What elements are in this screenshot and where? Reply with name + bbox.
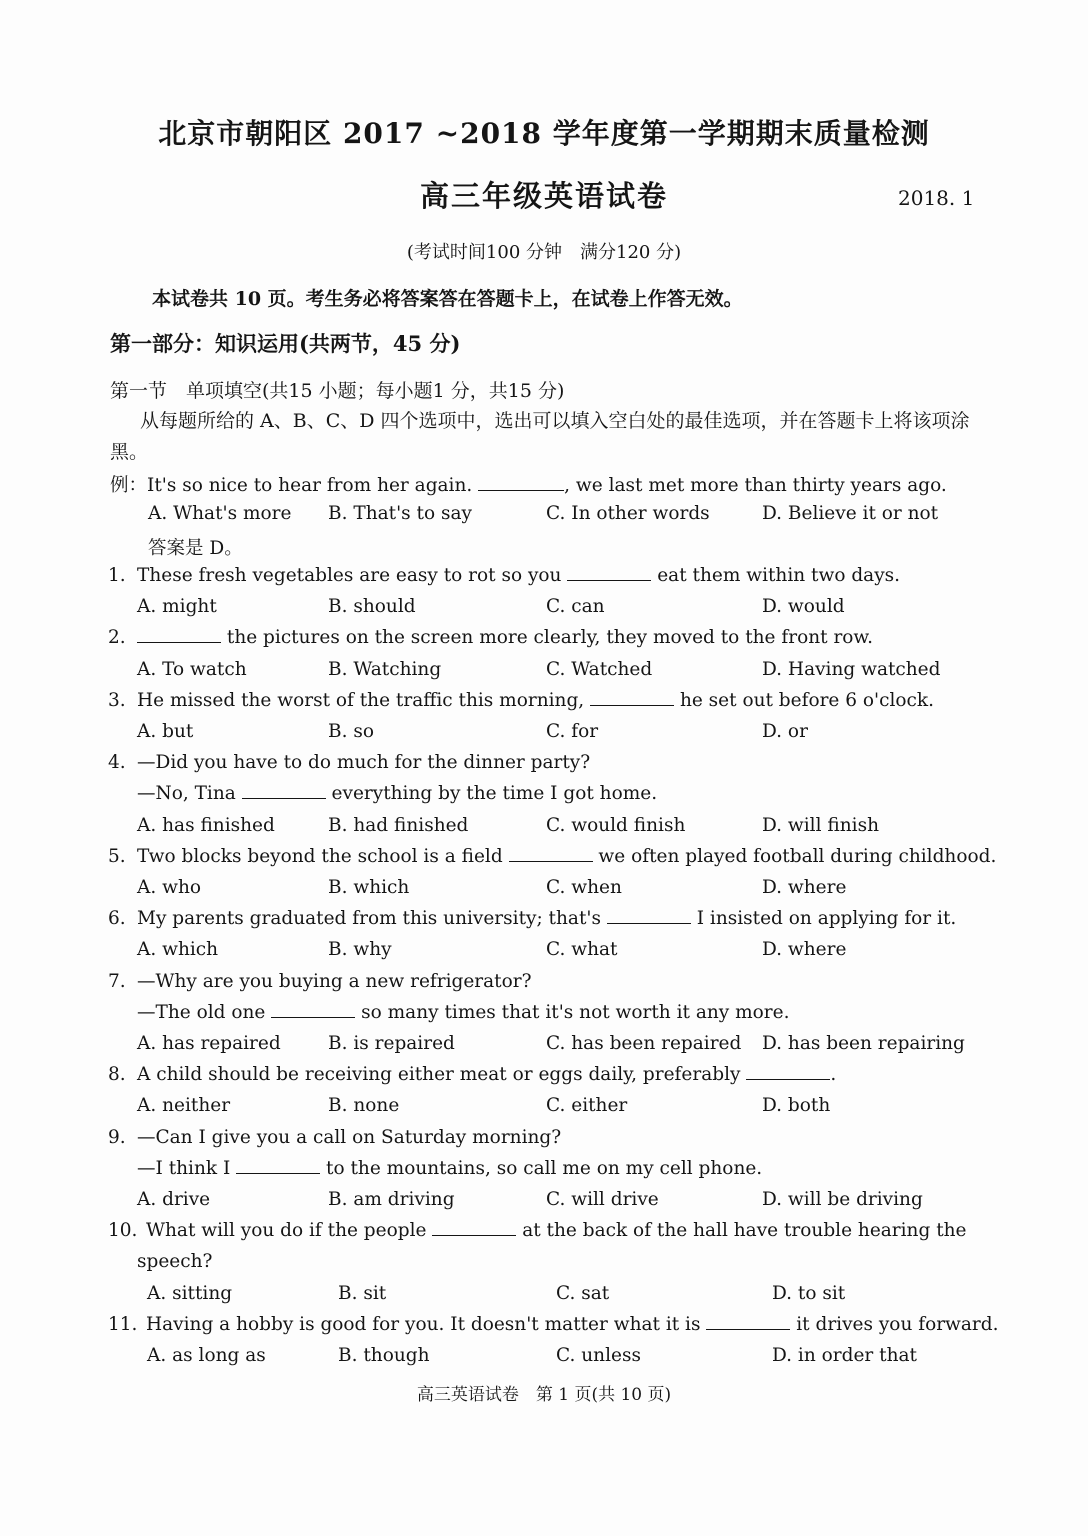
question-text-after: at the back of the hall have trouble hearing the <box>516 1220 967 1241</box>
question-5-option-d: D. where <box>762 877 847 898</box>
question-text-before: Two blocks beyond the school is a field <box>137 846 509 867</box>
question-text-before: —Did you have to do much for the dinner party? <box>137 752 591 773</box>
section-instructions: 从每题所给的 A、B、C、D 四个选项中，选出可以填入空白处的最佳选项，并在答题卡上将该项涂黑。 <box>110 410 970 463</box>
question-6-option-d: D. where <box>762 939 847 960</box>
question-3-option-d: D. or <box>762 721 808 742</box>
exam-notice: 本试卷共 10 页。考生务必将答案答在答题卡上，在试卷上作答无效。 <box>152 288 743 310</box>
question-number: 6. <box>108 908 126 929</box>
question-text-after: we often played football during childhood. <box>592 846 997 867</box>
question-text-before: —No, Tina <box>137 783 242 804</box>
question-3-line-1 <box>108 690 934 711</box>
answer-blank <box>271 1003 355 1018</box>
question-2-option-d: D. Having watched <box>762 659 941 680</box>
question-text-after: I insisted on applying for it. <box>690 908 957 929</box>
question-9-option-a: A. drive <box>137 1189 211 1210</box>
answer-blank <box>137 628 221 643</box>
answer-blank <box>590 691 674 706</box>
example-label: 例： <box>110 475 148 496</box>
question-text-after: to the mountains, so call me on my cell phone. <box>320 1158 763 1179</box>
question-11-option-b: B. though <box>338 1345 430 1366</box>
answer-blank <box>432 1221 516 1236</box>
answer-blank <box>509 847 593 862</box>
question-4-line-2 <box>108 783 657 804</box>
question-number: 1. <box>108 565 126 586</box>
question-number: 2. <box>108 627 126 648</box>
example-option-c: C. In other words <box>546 503 710 524</box>
question-number: 3. <box>108 690 126 711</box>
question-3-option-c: C. for <box>546 721 599 742</box>
question-6-option-c: C. what <box>546 939 618 960</box>
question-7-option-c: C. has been repaired <box>546 1033 742 1054</box>
question-9-line-2 <box>108 1158 762 1179</box>
question-text-before: —Can I give you a call on Saturday morning? <box>137 1127 562 1148</box>
question-2-option-c: C. Watched <box>546 659 653 680</box>
answer-blank <box>478 476 564 491</box>
question-text-after: he set out before 6 o'clock. <box>674 690 935 711</box>
example-option-b: B. That's to say <box>328 503 472 524</box>
question-3-option-a: A. but <box>137 721 194 742</box>
question-1-option-c: C. can <box>546 596 605 617</box>
part-heading: 第一部分：知识运用(共两节，45 分) <box>110 331 461 356</box>
answer-blank <box>242 784 326 799</box>
question-text-before: speech? <box>137 1251 213 1272</box>
question-5-option-c: C. when <box>546 877 622 898</box>
question-4-option-b: B. had finished <box>328 815 469 836</box>
question-text-before: —Why are you buying a new refrigerator? <box>137 971 532 992</box>
question-10-line-1 <box>108 1220 967 1241</box>
question-2-line-1 <box>108 627 873 648</box>
question-6-line-1 <box>108 908 956 929</box>
question-text-before: Having a hobby is good for you. It doesn't matter what it is <box>146 1314 707 1335</box>
question-10-option-d: D. to sit <box>772 1283 846 1304</box>
answer-blank <box>607 909 691 924</box>
answer-blank <box>236 1159 320 1174</box>
question-number: 11. <box>108 1314 138 1335</box>
question-11-option-d: D. in order that <box>772 1345 917 1366</box>
question-5-option-b: B. which <box>328 877 410 898</box>
question-2-option-b: B. Watching <box>328 659 442 680</box>
question-8-option-d: D. both <box>762 1095 831 1116</box>
question-8-option-a: A. neither <box>137 1095 231 1116</box>
question-10-option-c: C. sat <box>556 1283 610 1304</box>
question-number: 7. <box>108 971 126 992</box>
question-text-before: —The old one <box>137 1002 272 1023</box>
question-7-line-2 <box>108 1002 789 1023</box>
question-4-option-d: D. will finish <box>762 815 879 836</box>
exam-info: (考试时间100 分钟 满分120 分) <box>406 242 682 263</box>
question-9-option-b: B. am driving <box>328 1189 455 1210</box>
question-10-option-b: B. sit <box>338 1283 387 1304</box>
question-number: 5. <box>108 846 126 867</box>
answer-blank <box>746 1065 830 1080</box>
question-7-option-b: B. is repaired <box>328 1033 455 1054</box>
question-7-option-a: A. has repaired <box>137 1033 281 1054</box>
example-text-after: , we last met more than thirty years ago. <box>564 475 947 496</box>
question-10-line-2 <box>108 1251 212 1272</box>
question-text-before: He missed the worst of the traffic this morning, <box>137 690 591 711</box>
question-9-option-c: C. will drive <box>546 1189 659 1210</box>
question-text-after: the pictures on the screen more clearly, they moved to the front row. <box>221 627 873 648</box>
question-text-after: everything by the time I got home. <box>325 783 658 804</box>
question-11-line-1 <box>108 1314 999 1335</box>
question-text-after: it drives you forward. <box>790 1314 999 1335</box>
question-2-option-a: A. To watch <box>137 659 247 680</box>
question-number: 9. <box>108 1127 126 1148</box>
question-1-option-b: B. should <box>328 596 416 617</box>
question-number: 4. <box>108 752 126 773</box>
exam-date: 2018. 1 <box>898 186 975 210</box>
question-number: 8. <box>108 1064 126 1085</box>
question-8-option-c: C. either <box>546 1095 628 1116</box>
question-text-before: What will you do if the people <box>146 1220 433 1241</box>
question-9-option-d: D. will be driving <box>762 1189 923 1210</box>
question-11-option-c: C. unless <box>556 1345 641 1366</box>
exam-title: 北京市朝阳区 2017 ~2018 学年度第一学期期末质量检测 <box>158 117 930 150</box>
question-1-option-d: D. would <box>762 596 845 617</box>
example-option-d: D. Believe it or not <box>762 503 939 524</box>
question-4-option-c: C. would finish <box>546 815 686 836</box>
question-3-option-b: B. so <box>328 721 374 742</box>
example-option-a: A. What's more <box>148 503 292 524</box>
question-text-before: My parents graduated from this university; that's <box>137 908 607 929</box>
question-7-line-1 <box>108 971 532 992</box>
question-text-before: —I think I <box>137 1158 237 1179</box>
question-7-option-d: D. has been repairing <box>762 1033 965 1054</box>
question-number: 10. <box>108 1220 138 1241</box>
question-10-option-a: A. sitting <box>147 1283 233 1304</box>
page-footer: 高三英语试卷 第 1 页(共 10 页) <box>416 1385 672 1405</box>
example-text-before: It's so nice to hear from her again. <box>147 475 479 496</box>
answer-blank <box>567 566 651 581</box>
question-5-option-a: A. who <box>137 877 202 898</box>
question-text-before: These fresh vegetables are easy to rot so you <box>137 565 568 586</box>
question-4-option-a: A. has finished <box>137 815 275 836</box>
example-stem <box>110 471 947 497</box>
question-6-option-a: A. which <box>137 939 219 960</box>
section-heading: 第一节 单项填空(共15 小题；每小题1 分，共15 分) <box>110 380 565 402</box>
question-text-after: . <box>830 1064 837 1085</box>
question-5-line-1 <box>108 846 996 867</box>
question-text-after: so many times that it's not worth it any more. <box>355 1002 790 1023</box>
question-text-after: eat them within two days. <box>651 565 901 586</box>
question-1-option-a: A. might <box>137 596 217 617</box>
question-6-option-b: B. why <box>328 939 392 960</box>
question-4-line-1 <box>108 752 590 773</box>
question-8-line-1 <box>108 1064 836 1085</box>
example-answer: 答案是 D。 <box>148 538 243 559</box>
question-text-before: A child should be receiving either meat or eggs daily, preferably <box>137 1064 747 1085</box>
question-1-line-1 <box>108 565 900 586</box>
question-9-line-1 <box>108 1127 561 1148</box>
exam-subtitle: 高三年级英语试卷 <box>419 179 668 213</box>
question-8-option-b: B. none <box>328 1095 400 1116</box>
answer-blank <box>706 1315 790 1330</box>
question-11-option-a: A. as long as <box>147 1345 266 1366</box>
